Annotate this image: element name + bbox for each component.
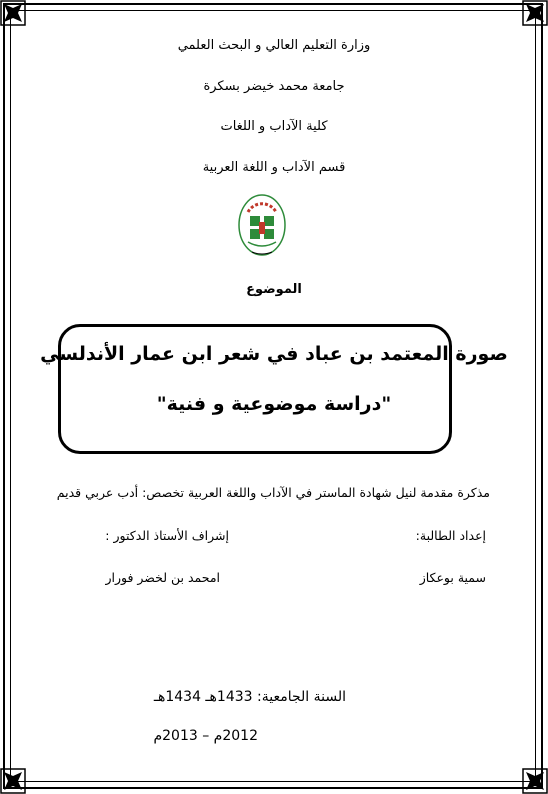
university-emblem-icon xyxy=(236,192,288,262)
corner-ornament-icon xyxy=(522,768,548,794)
thesis-subtitle: "دراسة موضوعية و فنية" xyxy=(156,393,392,415)
corner-ornament-icon xyxy=(522,0,548,26)
thesis-note: مذكرة مقدمة لنيل شهادة الماستر في الآداب واللغة العربية تخصص: أدب عربي قديم xyxy=(56,485,490,500)
faculty-line: كلية الآداب و اللغات xyxy=(220,119,328,134)
thesis-title: صورة المعتمد بن عباد في شعر ابن عمار الأندلسي xyxy=(40,343,508,365)
supervisor-label: إشراف الأستاذ الدكتور : xyxy=(105,528,229,543)
university-line: جامعة محمد خيضر بسكرة xyxy=(203,79,345,94)
student-name: سمية بوعكاز xyxy=(419,570,486,585)
student-label: إعداد الطالبة: xyxy=(415,528,486,543)
ministry-line: وزارة التعليم العالي و البحث العلمي xyxy=(177,38,371,53)
academic-year-hijri: السنة الجامعية: 1433هـ 1434هـ xyxy=(153,689,346,705)
academic-year-gregorian: 2012م – 2013م xyxy=(153,728,258,744)
topic-label: الموضوع xyxy=(246,282,302,297)
supervisor-name: امحمد بن لخضر فورار xyxy=(105,570,220,585)
corner-ornament-icon xyxy=(0,768,26,794)
corner-ornament-icon xyxy=(0,0,26,26)
department-line: قسم الآداب و اللغة العربية xyxy=(202,160,346,175)
